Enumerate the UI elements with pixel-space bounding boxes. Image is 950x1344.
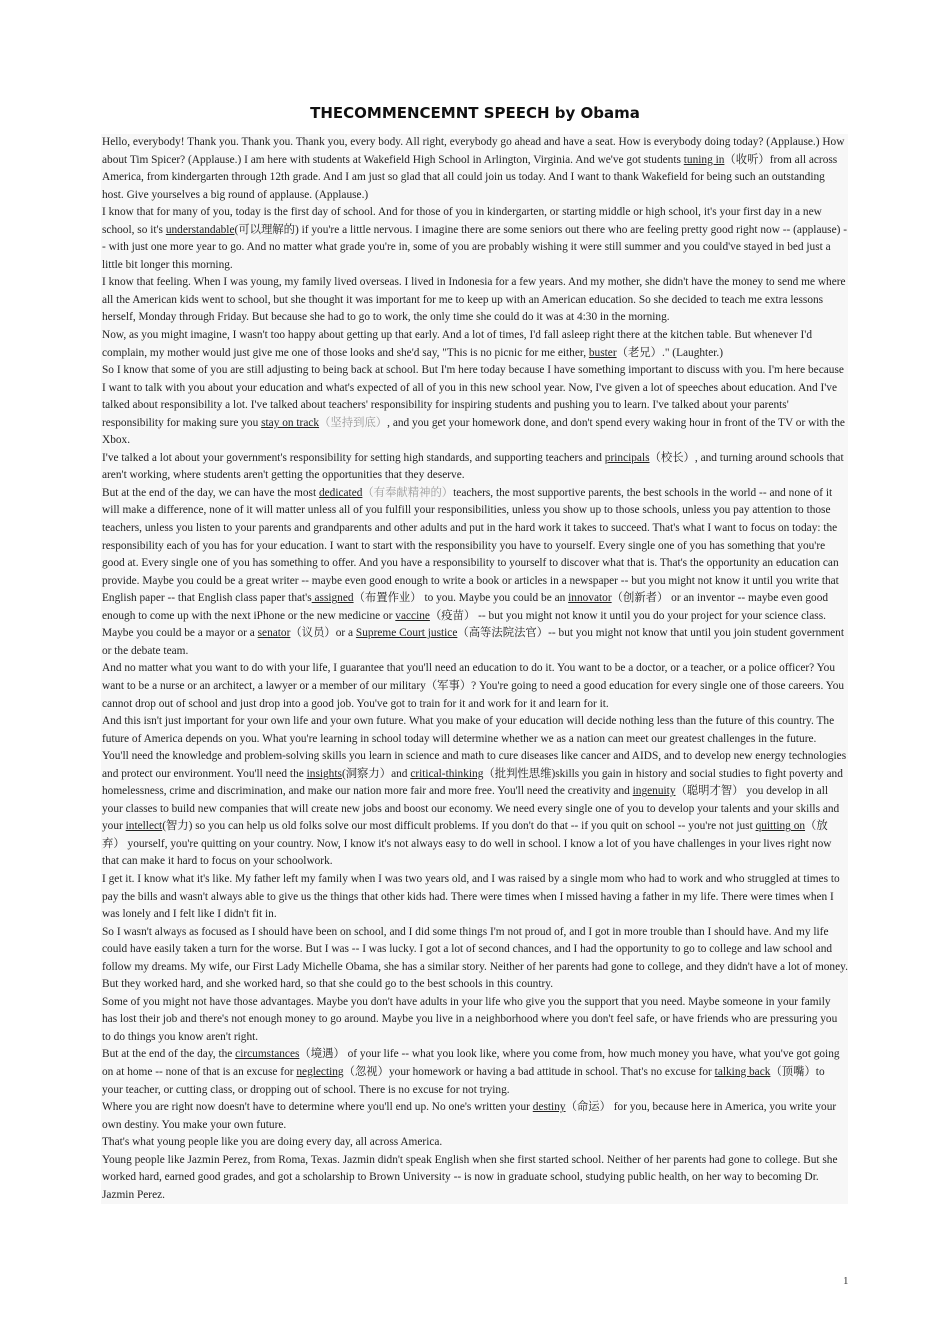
speech-text: , and you get your homework done, and don't spend every waking hour in front of the TV or with the Xbox. (102, 416, 845, 447)
gloss-note: （有奉献精神的） (362, 486, 454, 499)
speech-text: I know that for many of you, today is the first day of school. And for those of you in kindergarten, or starting middle or high school, it's your first day in a new school, so it's (102, 206, 822, 236)
vocab-term: critical-thinking (410, 767, 484, 780)
vocab-term: assigned (311, 592, 354, 605)
gloss-note: （坚持到底） (319, 416, 388, 429)
speech-text: That's what young people like you are doing every day, all across America. (102, 1136, 443, 1149)
vocab-term: Supreme Court justice (355, 627, 458, 640)
speech-text: (洞察力）and (341, 767, 411, 780)
speech-paragraph (101, 713, 848, 748)
speech-paragraph (101, 450, 848, 485)
speech-text: （境遇） of your life -- what you look like, where you come from, how much money you have, what you've got going on at home -- none of that is an excuse for (102, 1048, 840, 1078)
speech-text: So I know that some of you are still adjusting to being back at school. But I'm here today because I have something important to discuss with you. I'm here because I want to talk with you about your education and what's expected of all of you in this new school year. Now, I've given a lot of speeches about education. And I've talked about responsibility a lot. I've talked about teachers' responsibility for inspiring students and pushing you to learn. I've talked about your parents' responsibility for making sure you (102, 364, 844, 429)
vocab-term: stay on track (261, 416, 320, 429)
speech-text: （校长）, and turning around schools that aren't working, where students aren't getting the opportunities that they deserve. (102, 451, 844, 482)
speech-text: （收听）from all across America, from kindergarten through 12th grade. And I am just so glad that all could join us today. And I want to thank Wakefield for being such an outstanding host. Give yourselves a big round of applause. (Applause.) (102, 153, 838, 201)
vocab-term: circumstances (235, 1048, 300, 1061)
vocab-term: vaccine (395, 609, 430, 622)
speech-text: I get it. I know what it's like. My father left my family when I was two years old, and I was raised by a single mom who had to work and who struggled at times to pay the bills and wasn't always able to give us the things that other kids had. There were times when I missed having a father in my life. There were times when I was lonely and I felt like I didn't fit in. (102, 872, 840, 921)
speech-text: (智力) so you can help us old folks solve our most difficult problems. If you don't do that -- if you quit on school -- you're not just (162, 820, 756, 833)
vocab-term: buster (588, 346, 617, 359)
speech-text: （布置作业） to you. Maybe you could be an (353, 592, 569, 605)
speech-text: （高等法院法官）-- but you might not know that until you join student government or the debate team. (102, 627, 844, 657)
speech-paragraph (101, 1134, 848, 1152)
speech-text: Some of you might not have those advantages. Maybe you don't have adults in your life who give you the support that you need. Maybe someone in your family has lost their job and there's not enough money to go around. Maybe you live in a neighborhood where you don't feel safe, or have friends who are pressuring you to do things you know aren't right. (102, 995, 838, 1043)
vocab-term: ingenuity (632, 785, 676, 798)
speech-text: (可以理解的) if you're a little nervous. I imagine there are some seniors out there who are feeling pretty good right now -- (applause) -- with just one more year to go. And no matter what grade you're in, some of you are probably wishing it were still summer and you could've stayed in bed just a little bit longer this morning. (102, 223, 848, 271)
vocab-term: quitting on (755, 820, 806, 833)
vocab-term: insights (306, 767, 342, 780)
speech-text: And this isn't just important for your own life and your own future. What you make of your education will decide nothing less than the future of this country. The future of America depends on you. What you're learning in school today will determine whether we as a nation can meet our greatest challenges in the future. (102, 715, 835, 745)
speech-paragraph (101, 924, 848, 994)
speech-paragraph (101, 362, 848, 450)
speech-text: I know that feeling. When I was young, my family lived overseas. I lived in Indonesia for a few years. And my mother, she didn't have the money to send me where all the American kids went to school, but she thought it was important for me to keep up with an American education. So she decided to teach me extra lessons herself, Monday through Friday. But because she had to go to work, the only time she could do it was at 4:30 in the morning. (102, 276, 846, 324)
page-number: 1 (843, 1275, 849, 1287)
speech-paragraph (101, 660, 848, 713)
speech-text: But at the end of the day, the (102, 1048, 236, 1061)
speech-text: （放弃） yourself, you're quitting on your country. Now, I know it's not always easy to do well in school. I know a lot of you have challenges in your lives right now that can make it hard to focus on your schoolwork. (102, 820, 832, 868)
speech-paragraph (101, 204, 848, 274)
vocab-term: destiny (532, 1101, 566, 1114)
speech-text: Now, as you might imagine, I wasn't too happy about getting up that early. And a lot of times, I'd fall asleep right there at the kitchen table. But whenever I'd complain, my mother would just give me one of those looks and she'd say, "This is no picnic for me either, (102, 329, 812, 359)
speech-text: （老兄）." (Laughter.) (616, 346, 723, 359)
speech-text: And no matter what you want to do with your life, I guarantee that you'll need an education to do it. You want to be a doctor, or a teacher, or a police officer? You want to be a nurse or an architect, a lawyer or a member of our military（军事）? You're going to need a good education for every single one of those careers. You cannot drop out of school and just drop into a good job. You've got to train for it and work for it and learn for it. (102, 662, 845, 710)
vocab-term: tuning in (683, 153, 725, 166)
speech-paragraph (101, 748, 848, 871)
speech-paragraph (101, 994, 848, 1047)
speech-text: （顶嘴）to your teacher, or cutting class, or dropping out of school. There is no excuse for not trying. (102, 1065, 825, 1096)
speech-text: But at the end of the day, we can have the most (102, 486, 319, 499)
speech-text: Hello, everybody! Thank you. Thank you. Thank you, every body. All right, everybody go ahead and have a seat. How is everybody doing today? (Applause.) How about Tim Spicer? (Applause.) I am here with students at Wakefield High School in Arlington, Virginia. And we've got students (102, 136, 845, 166)
speech-text: （聪明才智） you develop in all your classes to build new companies that will create new jobs and boost our economy. We need every single one of you to develop your talents and your skills and your (102, 785, 840, 833)
vocab-term: dedicated (318, 486, 363, 499)
speech-text: （议员）or a (290, 627, 356, 640)
speech-text: （命运） for you, because here in America, you write your own destiny. You make your own future. (102, 1101, 837, 1131)
speech-paragraph (101, 274, 848, 327)
speech-text: Where you are right now doesn't have to determine where you'll end up. No one's written your (102, 1101, 533, 1114)
speech-text: （创新者） or an inventor -- maybe even good enough to come up with the next iPhone or the new medicine or (102, 592, 829, 622)
speech-text: Young people like Jazmin Perez, from Roma, Texas. Jazmin didn't speak English when she first started school. Neither of her parents had gone to college. But she worked hard, earned good grades, and got a scholarship to Brown University -- is now in graduate school, studying public health, on her way to becoming Dr. Jazmin Perez. (102, 1153, 838, 1201)
vocab-term: understandable (165, 223, 235, 236)
speech-body (101, 134, 848, 1204)
speech-paragraph (101, 134, 848, 204)
vocab-term: principals (604, 451, 650, 464)
vocab-term: senator (257, 627, 291, 640)
speech-text: （疫苗） -- but you might not know it until you do your project for your science class. Maybe you could be a mayor or a (102, 609, 826, 640)
vocab-term: innovator (568, 592, 612, 605)
speech-text: （批判性思维)skills you gain in history and social studies to fight poverty and homelessness, crime and discrimination, and make our nation more fair and more free. You'll need the creativity and (102, 767, 843, 798)
speech-text: （忽视）your homework or having a bad attitude in school. That's no excuse for (343, 1065, 715, 1078)
speech-paragraph (101, 327, 848, 362)
speech-paragraph (101, 1046, 848, 1099)
speech-paragraph (101, 1099, 848, 1134)
speech-text: teachers, the most supportive parents, the best schools in the world -- and none of it will make a difference, none of it will matter unless all of you fulfill your responsibilities, unless you show up to those schools, unless you pay attention to those teachers, unless you listen to your parents and grandparents and other adults and put in the hard work it takes to succeed. That's what I want to focus on today: the responsibility each of you has for your education. I want to start with the responsibility you have to yourself. Every single one of you has something that you're good at. Every single one of you has something to offer. And you have a responsibility to yourself to discover what that is. That's the opportunity an education can provide. Maybe you could be a great writer -- maybe even good enough to write a book or articles in a newspaper -- but you might not know it until you write that English paper -- that English class paper that's (102, 486, 839, 605)
vocab-term: neglecting (296, 1065, 344, 1078)
speech-paragraph (101, 1152, 848, 1205)
speech-paragraph (101, 485, 848, 660)
speech-text: So I wasn't always as focused as I should have been on school, and I did some things I'm not proud of, and I got in more trouble than I should have. And my life could have easily taken a turn for the worse. But I was -- I was lucky. I got a lot of second chances, and I had the opportunity to go to college and law school and follow my dreams. My wife, our First Lady Michelle Obama, she has a similar story. Neither of her parents had gone to college, and they didn't have a lot of money. But they worked hard, and she worked hard, so that she could go to the best schools in this country. (102, 925, 848, 991)
speech-paragraph (101, 871, 848, 924)
vocab-term: talking back (714, 1065, 771, 1078)
vocab-term: intellect (125, 820, 163, 833)
speech-text: You'll need the knowledge and problem-solving skills you learn in science and math to cure diseases like cancer and AIDS, and to develop new energy technologies and protect our environment. You'll need the (102, 750, 847, 780)
document-title: THECOMMENCEMNT SPEECH by Obama (310, 104, 640, 122)
speech-text: I've talked a lot about your government's responsibility for setting high standards, and supporting teachers and (102, 451, 605, 464)
